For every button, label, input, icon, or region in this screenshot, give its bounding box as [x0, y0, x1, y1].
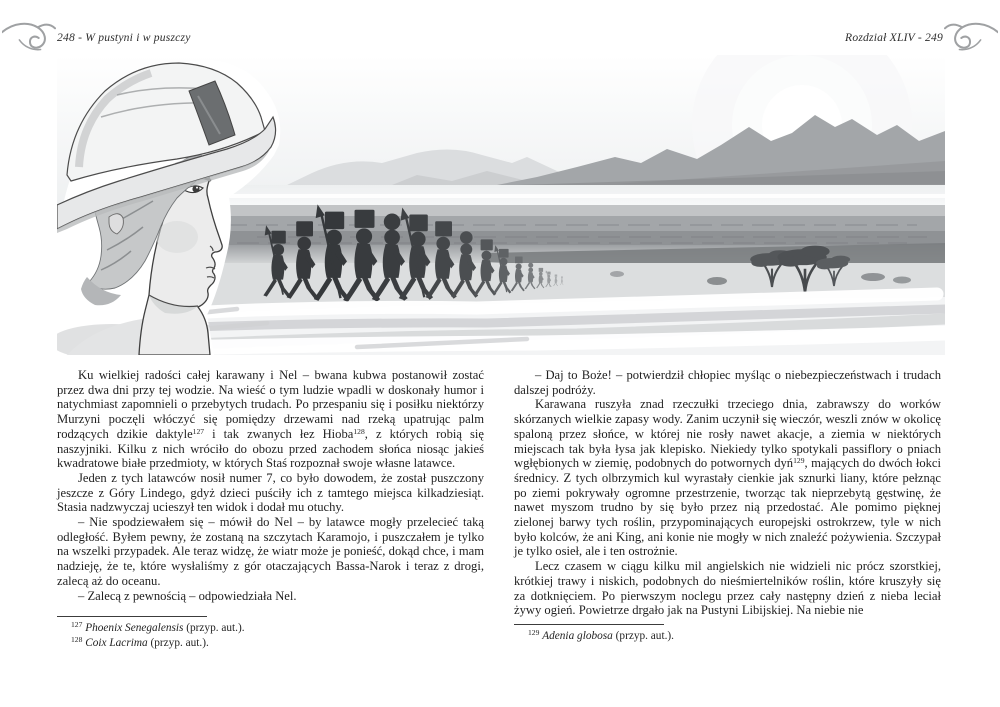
paragraph: – Daj to Boże! – potwierdził chłopiec myśląc o niebezpieczeństwach i trudach dalszej podróży. [514, 368, 941, 397]
paragraph: – Zalecą z pewnością – odpowiedziała Nel. [78, 588, 297, 603]
footnotes-left [57, 616, 484, 651]
text-column-right [514, 368, 941, 618]
lake [207, 185, 945, 207]
paragraph: Ku wielkiej radości całej karawany i Nel – bwana kubwa postanowił zostać przez dwa dni przy tej wodzie. Na wieść o tym ludzie wpadli w doskonały humor i natychmiast zapomnieli o przebytych trudach. Po przespaniu się i posiłku niektórzy Murzyni poczęli włóczyć się pomiędzy drzewami nad rzeką upatrując palm rodzących dzikie daktyle$^{127}$ i tak zwanych łez Hioba$^{128}$, z których robią się naszyjniki. Kilku z nich wróciło do obozu przed zachodem słońca niosąc jakieś kwadratowe białe przedmioty, w których Staś rozpoznał swoje własne latawce. [57, 368, 485, 471]
footnotes-right [514, 624, 941, 644]
text-column-left [57, 368, 484, 603]
bush [610, 271, 624, 277]
footnote: $^{127}$ Phoenix Senegalensis (przyp. aut.). [71, 620, 245, 634]
footnote: $^{128}$ Coix Lacrima (przyp. aut.). [71, 635, 209, 649]
cheek-shading [156, 221, 198, 253]
footnote-rule [57, 616, 207, 617]
bush [893, 277, 911, 284]
running-head-right: Rozdział XLIV - 249 [845, 31, 943, 44]
footnote: $^{129}$ Adenia globosa (przyp. aut.). [528, 628, 674, 642]
chapter-illustration [57, 55, 945, 355]
eye-iris [192, 185, 199, 192]
bush [707, 277, 727, 285]
bush [861, 273, 885, 281]
paragraph: Jeden z tych latawców nosił numer 7, co było dowodem, że został puszczony jeszcze z Góry Lindego, gdyż dzieci puściły ich z tamtego miejsca kilkadziesiąt. Stasia nadzwyczaj ucieszył ten widok i dodał mu otuchy. [57, 470, 484, 515]
flourish-ornament-right-icon [944, 19, 998, 55]
eye-highlight [196, 187, 198, 189]
paragraph: – Nie spodziewałem się – mówił do Nel – by latawce mogły przelecieć taką odległość. Byłem pewny, że zostaną na szczytach Karamojo, i puszczałem je tylko na wszelki przypadek. Ale teraz widzę, że wiatr może je ponieść, dokąd chce, i mam nadzieję, że te, które wysłaliśmy z gór otaczających Bassa-Narok i teraz z drogi, zalecą aż do oceanu. [57, 515, 484, 588]
running-head-left: 248 - W pustyni i w puszczy [57, 31, 191, 44]
flourish-ornament-left-icon [2, 19, 56, 55]
paragraph: Karawana ruszyła znad rzeczułki trzeciego dnia, zabrawszy do worków skórzanych wielkie zapasy wody. Zanim uczynił się wieczór, weszli znów w okolicę spaloną przez słońce, w której nie rosły nawet akacje, a ziemia w niektórych miejscach tak była łysa jak klepisko. Niekiedy tylko spotykali passiflory o pniach wgłębionych w ziemię, podobnych do potwornych dyń$^{129}$, mających do dwóch łokci średnicy. Z tych olbrzymich kul wyrastały cienkie jak sznurki liany, które pełznąc po ziemi pokrywały ogromne przestrzenie, tworząc tak nieprzebytą gęstwinę, że nawet myszom trudno by się było przez nią przedostać. Ale pomimo pięknej zielonej barwy tych roślin, przypominających europejski ostrokrzew, tyle w nich było kolców, że ani King, ani konie nie mogły w nich znaleźć pożywienia. Szczypał je tylko osieł, ale i ten ostrożnie. [514, 397, 942, 559]
paragraph: Lecz czasem w ciągu kilku mil angielskich nie widzieli nic prócz szorstkiej, krótkiej trawy i niskich, podobnych do nieśmiertelników roślin, które kruszyły się za dotknięciem. Po pierwszym noclegu przez cały następny dzień z nieba leciał żywy ogień. Powietrze drgało jak na Pustyni Libijskiej. Na niebie nie [514, 559, 941, 618]
footnote-rule [514, 624, 664, 625]
